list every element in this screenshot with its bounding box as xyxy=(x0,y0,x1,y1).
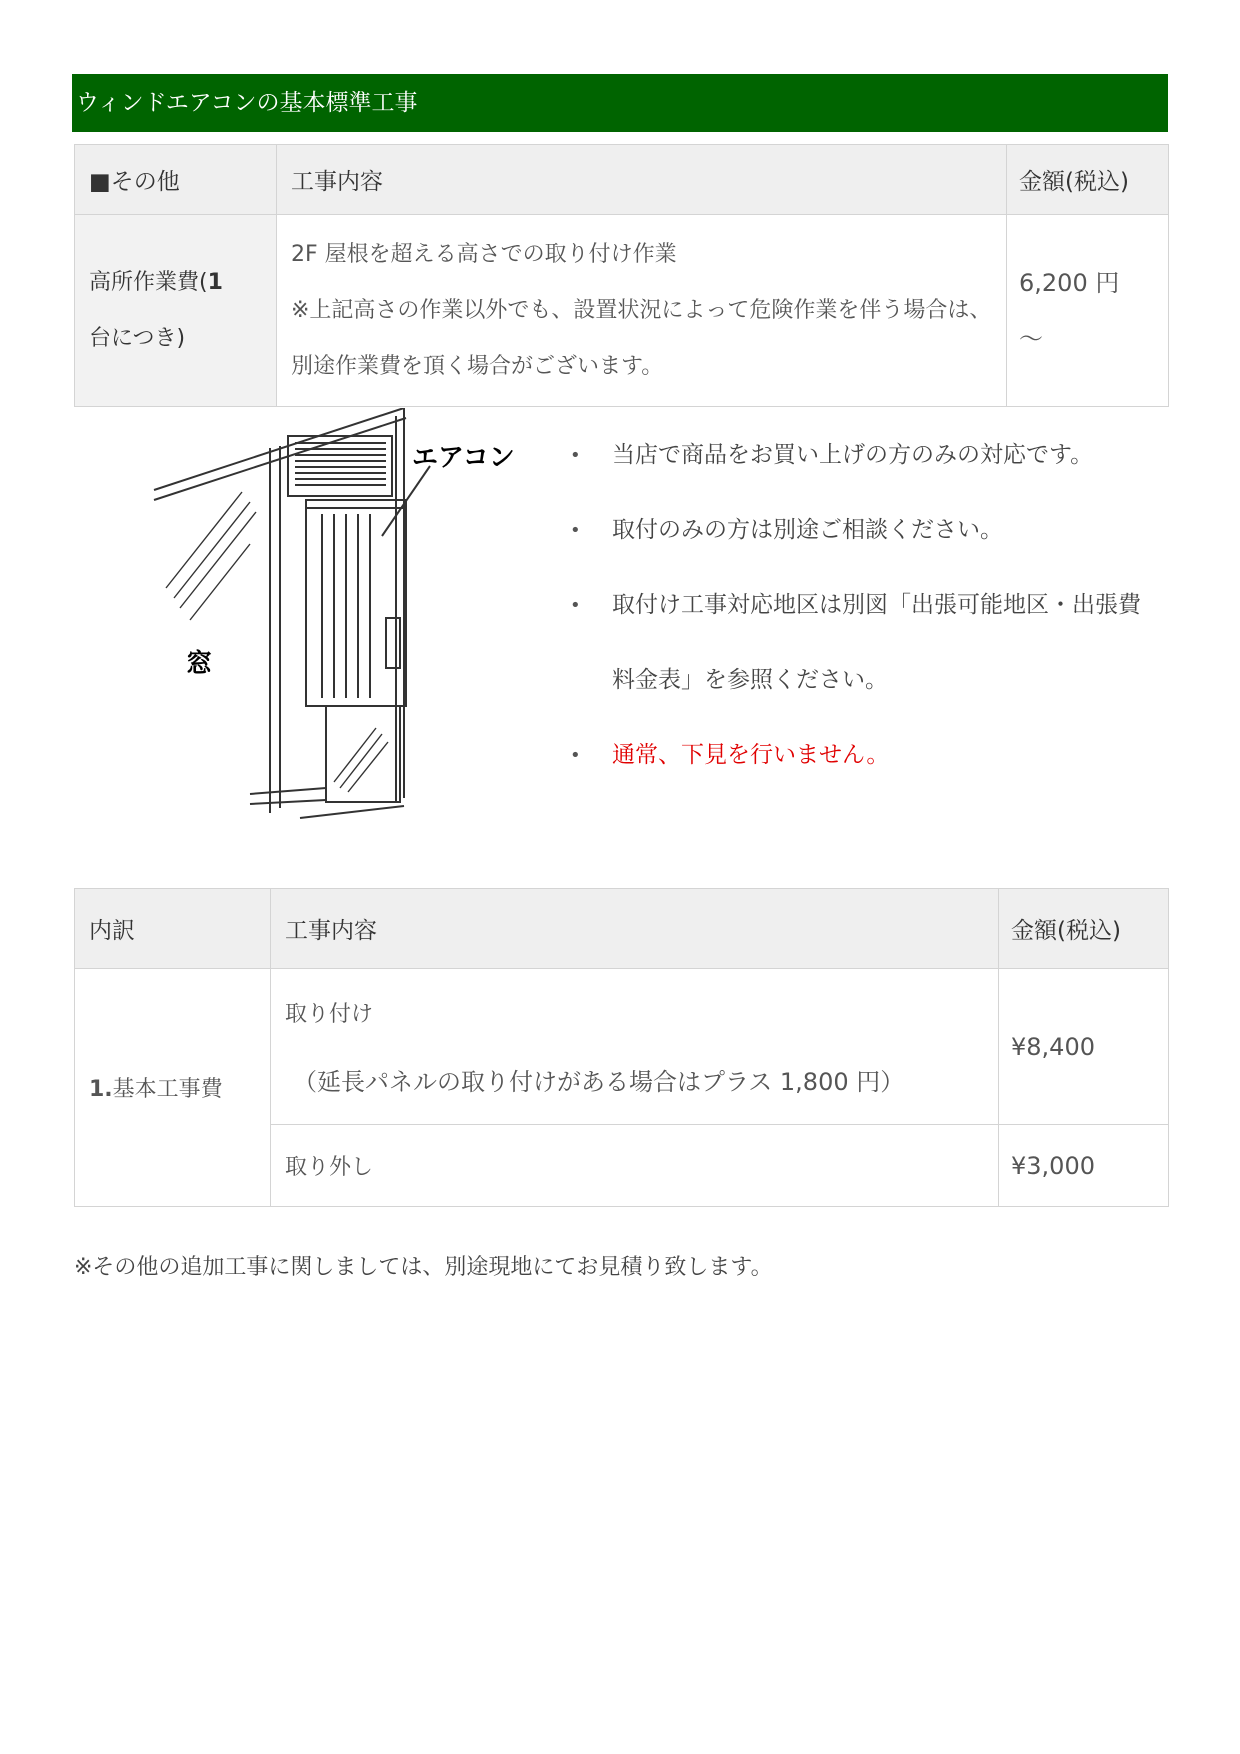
table-row xyxy=(75,215,1169,407)
install-content: 取り付け （延長パネルの取り付けがある場合はプラス 1,800 円） xyxy=(271,969,999,1125)
row-label: 高所作業費(1 台につき) xyxy=(75,215,277,407)
group-label: 1.基本工事費 xyxy=(75,969,271,1207)
table-header-row xyxy=(75,889,1169,969)
bullet-icon: • xyxy=(570,745,581,766)
footer-note: ※その他の追加工事に関しましては、別途現地にてお見積り致します。 xyxy=(74,1255,773,1280)
removal-price: ¥3,000 xyxy=(999,1125,1169,1207)
bullet-icon: • xyxy=(570,595,581,616)
bullet-icon: • xyxy=(570,445,581,466)
notes-list xyxy=(570,418,1160,793)
other-work-table xyxy=(74,144,1169,407)
header-work-content: 工事内容 xyxy=(277,145,1007,215)
table-header-row xyxy=(75,145,1169,215)
header-price: 金額(税込) xyxy=(1007,145,1169,215)
table-row xyxy=(75,969,1169,1125)
aircon-label: エアコン xyxy=(412,443,515,473)
list-item: • 取付け工事対応地区は別図「出張可能地区・出張費料金表」を参照ください。 xyxy=(570,568,1160,718)
header-price: 金額(税込) xyxy=(999,889,1169,969)
install-price: ¥8,400 xyxy=(999,969,1169,1125)
window-label: 窓 xyxy=(186,649,213,679)
basic-work-table xyxy=(74,888,1169,1207)
header-breakdown: 内訳 xyxy=(75,889,271,969)
removal-content: 取り外し xyxy=(271,1125,999,1207)
section-title: ウィンドエアコンの基本標準工事 xyxy=(72,74,1168,132)
bullet-icon: • xyxy=(570,520,581,541)
list-item: • 通常、下見を行いません。 xyxy=(570,718,1160,793)
header-work-content: 工事内容 xyxy=(271,889,999,969)
row-content: 2F 屋根を超える高さでの取り付け作業 ※上記高さの作業以外でも、設置状況によって危険作業を伴う場合は、別途作業費を頂く場合がございます。 xyxy=(277,215,1007,407)
list-item: • 取付のみの方は別途ご相談ください。 xyxy=(570,493,1160,568)
header-category: ■その他 xyxy=(75,145,277,215)
list-item: • 当店で商品をお買い上げの方のみの対応です。 xyxy=(570,418,1160,493)
window-aircon-illustration xyxy=(150,408,530,828)
row-price: 6,200 円 ～ xyxy=(1007,215,1169,407)
